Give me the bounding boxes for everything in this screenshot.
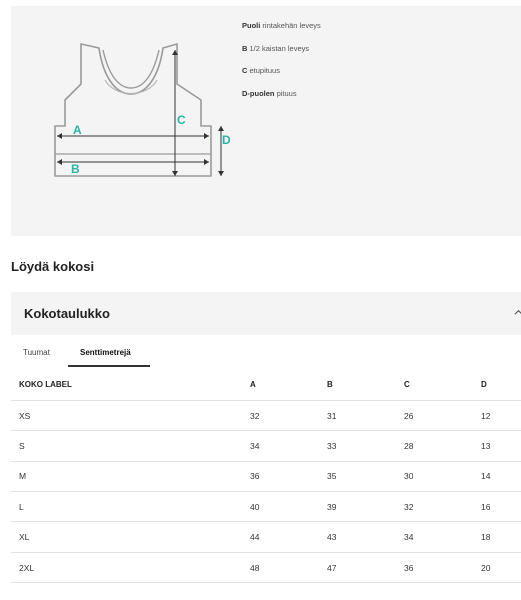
- value-cell: 26: [404, 400, 481, 430]
- table-row: [11, 522, 521, 552]
- value-cell: 16: [481, 492, 521, 522]
- value-cell: 14: [481, 461, 521, 491]
- value-cell: 36: [404, 552, 481, 582]
- value-cell: 32: [404, 492, 481, 522]
- legend-row-a: Puoli rintakehän leveys: [242, 21, 321, 30]
- size-label-cell: XL: [11, 522, 250, 552]
- value-cell: 35: [327, 461, 404, 491]
- measurement-legend: [242, 22, 321, 112]
- value-cell: 20: [481, 552, 521, 582]
- value-cell: 18: [481, 522, 521, 552]
- column-header-b: B: [327, 370, 404, 400]
- size-label-cell: 2XL: [11, 552, 250, 582]
- value-cell: 47: [327, 552, 404, 582]
- value-cell: 32: [250, 400, 327, 430]
- value-cell: 34: [404, 522, 481, 552]
- value-cell: 12: [481, 400, 521, 430]
- tab-inches[interactable]: Tuumat: [23, 348, 50, 357]
- column-header-size: KOKO LABEL: [11, 370, 250, 400]
- legend-row-b: B 1/2 kaistan leveys: [242, 43, 310, 53]
- accordion-title: Kokotaulukko: [24, 306, 110, 321]
- size-label-cell: L: [11, 492, 250, 522]
- table-row: [11, 400, 521, 430]
- column-header-a: A: [250, 370, 327, 400]
- legend-row-d: D-puolen pituus: [242, 88, 297, 98]
- size-label-cell: XS: [11, 400, 250, 430]
- size-chart-accordion[interactable]: [11, 292, 521, 335]
- legend-row-c: C etupituus: [242, 66, 280, 75]
- value-cell: 36: [250, 461, 327, 491]
- column-header-c: C: [404, 370, 481, 400]
- table-header-row: [11, 370, 521, 400]
- measure-c-label: C: [177, 113, 186, 127]
- size-label-cell: S: [11, 431, 250, 461]
- size-table: [11, 370, 521, 583]
- value-cell: 48: [250, 552, 327, 582]
- measure-a-label: A: [73, 123, 82, 137]
- sports-bra-diagram: [41, 36, 241, 186]
- value-cell: 43: [327, 522, 404, 552]
- unit-tabs: [11, 340, 521, 367]
- active-tab-indicator: [68, 365, 150, 367]
- table-row: [11, 461, 521, 491]
- section-heading: Löydä kokosi: [11, 259, 95, 274]
- value-cell: 40: [250, 492, 327, 522]
- value-cell: 34: [250, 431, 327, 461]
- value-cell: 31: [327, 400, 404, 430]
- value-cell: 13: [481, 431, 521, 461]
- tab-centimeters[interactable]: Senttimetrejä: [80, 348, 131, 357]
- value-cell: 39: [327, 492, 404, 522]
- table-row: [11, 492, 521, 522]
- table-row: [11, 552, 521, 582]
- size-label-cell: M: [11, 461, 250, 491]
- value-cell: 28: [404, 431, 481, 461]
- measure-d-label: D: [222, 133, 231, 147]
- chevron-up-icon: [514, 308, 521, 317]
- garment-inner-strap: [105, 80, 157, 94]
- measure-b-label: B: [71, 162, 80, 176]
- garment-outline: [55, 44, 211, 176]
- value-cell: 33: [327, 431, 404, 461]
- size-guide-figure: [11, 6, 521, 236]
- value-cell: 30: [404, 461, 481, 491]
- column-header-d: D: [481, 370, 521, 400]
- table-row: [11, 431, 521, 461]
- value-cell: 44: [250, 522, 327, 552]
